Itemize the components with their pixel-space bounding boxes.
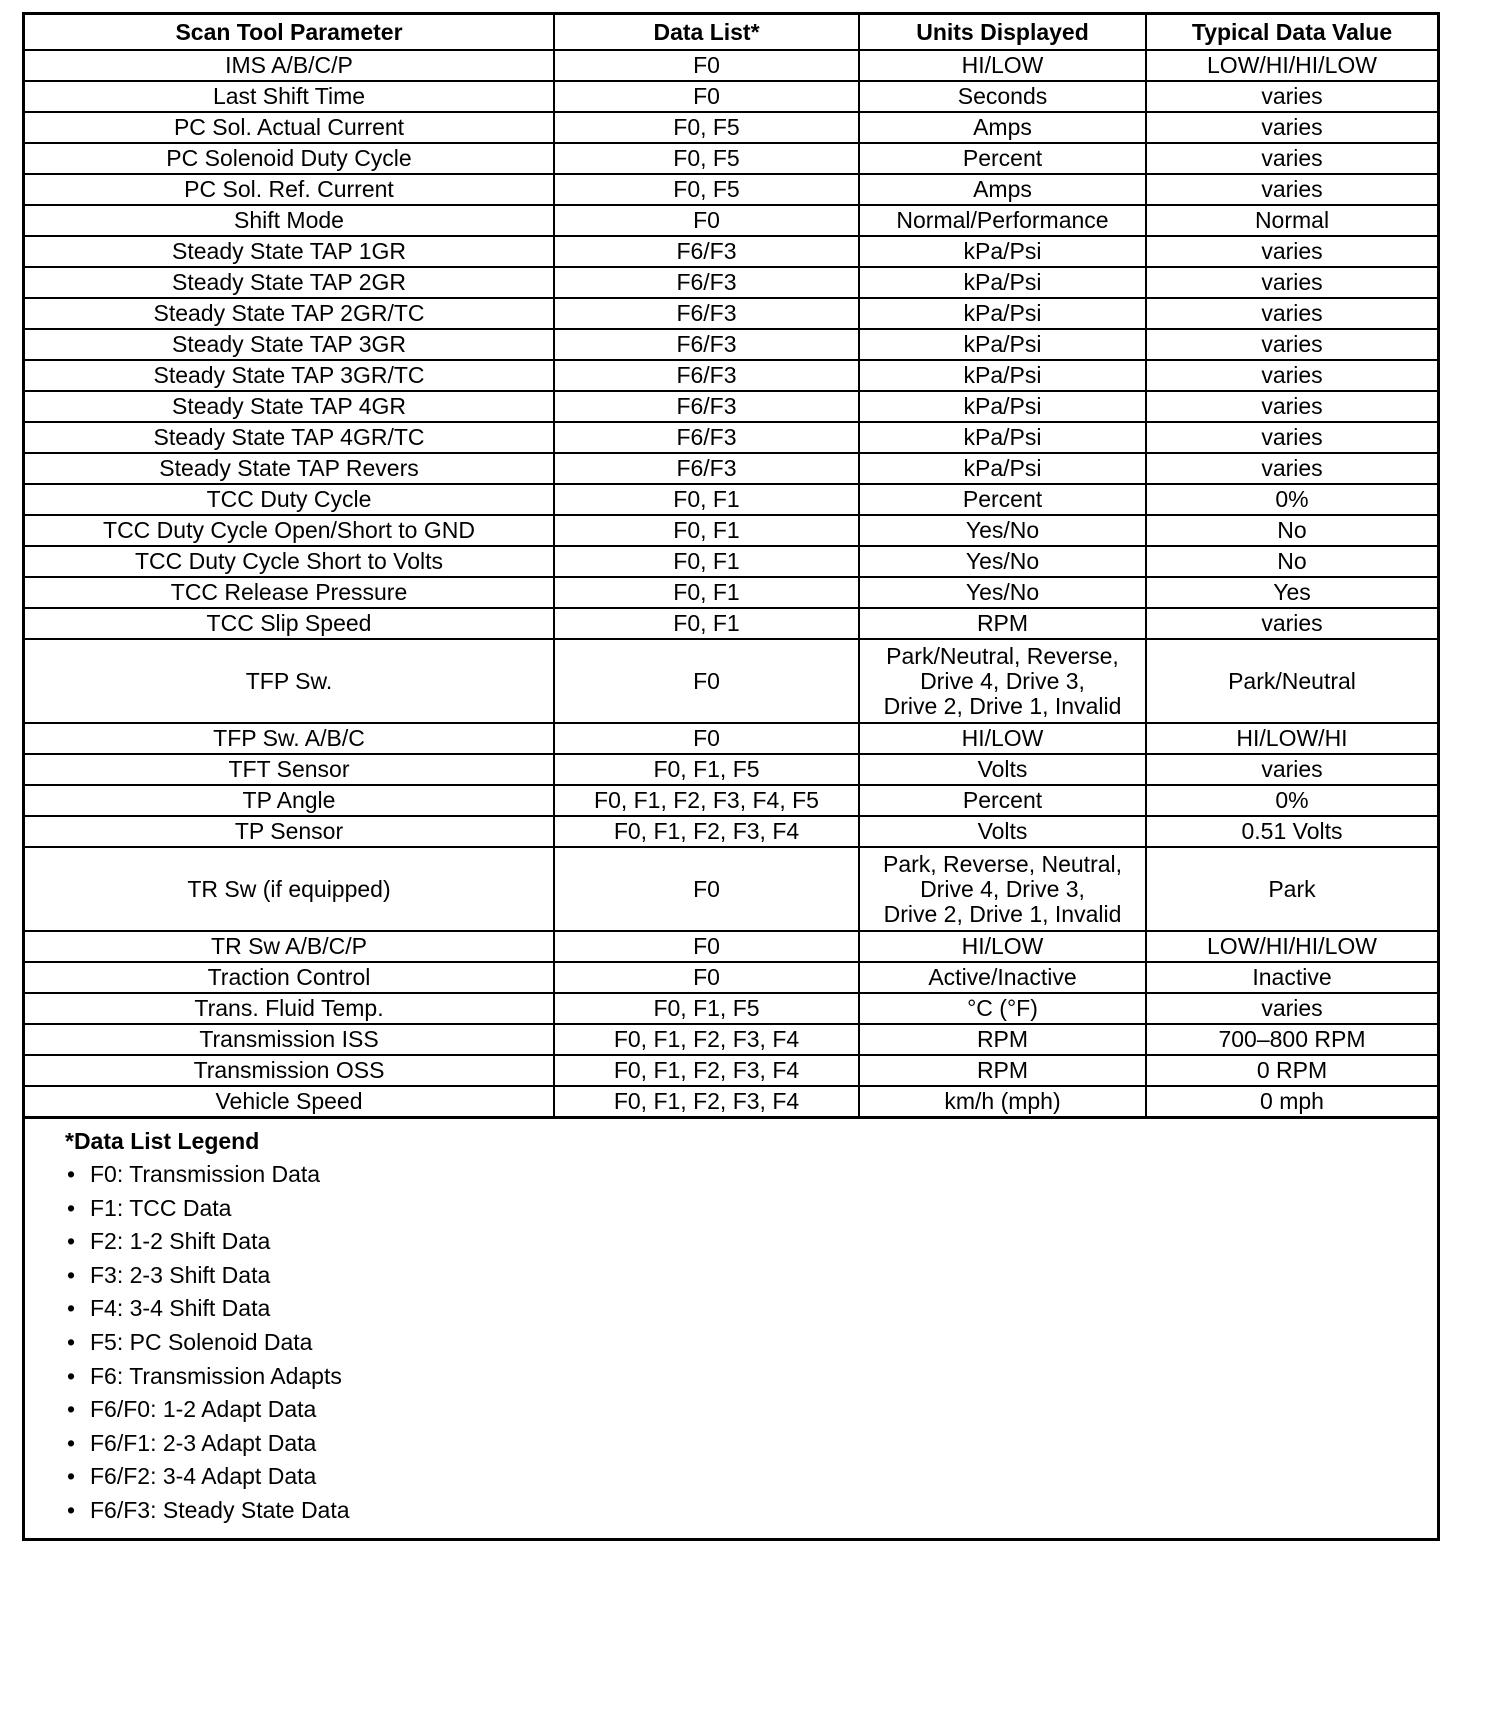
- cell-typical-value: Park/Neutral: [1146, 639, 1437, 723]
- cell-units: Park, Reverse, Neutral, Drive 4, Drive 3, Drive 2, Drive 1, Invalid: [859, 847, 1146, 931]
- cell-parameter: TFT Sensor: [25, 754, 554, 785]
- cell-units: kPa/Psi: [859, 360, 1146, 391]
- cell-typical-value: Yes: [1146, 577, 1437, 608]
- scan-tool-data-document: [22, 12, 1440, 1541]
- cell-data-list: F0, F1, F2, F3, F4: [554, 1024, 859, 1055]
- cell-parameter: PC Sol. Ref. Current: [25, 174, 554, 205]
- table-row: [25, 816, 1437, 847]
- header-units-displayed: Units Displayed: [859, 15, 1146, 50]
- cell-units: Seconds: [859, 81, 1146, 112]
- cell-data-list: F6/F3: [554, 329, 859, 360]
- cell-typical-value: LOW/HI/HI/LOW: [1146, 50, 1437, 81]
- table-row: [25, 639, 1437, 723]
- cell-parameter: Shift Mode: [25, 205, 554, 236]
- cell-units: HI/LOW: [859, 723, 1146, 754]
- cell-data-list: F0: [554, 723, 859, 754]
- legend-item: • F6/F3: Steady State Data: [65, 1494, 1437, 1528]
- table-row: [25, 484, 1437, 515]
- cell-typical-value: varies: [1146, 329, 1437, 360]
- cell-data-list: F0, F1, F2, F3, F4: [554, 1086, 859, 1117]
- cell-units: HI/LOW: [859, 50, 1146, 81]
- cell-typical-value: LOW/HI/HI/LOW: [1146, 931, 1437, 962]
- header-scan-tool-parameter: Scan Tool Parameter: [25, 15, 554, 50]
- cell-units: kPa/Psi: [859, 298, 1146, 329]
- cell-units: kPa/Psi: [859, 236, 1146, 267]
- cell-data-list: F6/F3: [554, 236, 859, 267]
- table-row: [25, 608, 1437, 639]
- cell-parameter: TR Sw A/B/C/P: [25, 931, 554, 962]
- cell-typical-value: varies: [1146, 81, 1437, 112]
- cell-typical-value: 700–800 RPM: [1146, 1024, 1437, 1055]
- header-data-list: Data List*: [554, 15, 859, 50]
- cell-units: km/h (mph): [859, 1086, 1146, 1117]
- table-row: [25, 847, 1437, 931]
- table-row: [25, 962, 1437, 993]
- table-row: [25, 1024, 1437, 1055]
- cell-data-list: F0, F1, F5: [554, 754, 859, 785]
- table-row: [25, 143, 1437, 174]
- cell-typical-value: varies: [1146, 267, 1437, 298]
- cell-typical-value: 0 mph: [1146, 1086, 1437, 1117]
- cell-typical-value: varies: [1146, 754, 1437, 785]
- table-row: [25, 391, 1437, 422]
- table-row: [25, 723, 1437, 754]
- cell-data-list: F0, F1, F5: [554, 993, 859, 1024]
- cell-typical-value: 0 RPM: [1146, 1055, 1437, 1086]
- cell-parameter: Steady State TAP 2GR: [25, 267, 554, 298]
- cell-parameter: Last Shift Time: [25, 81, 554, 112]
- legend-list: [65, 1158, 1437, 1528]
- cell-parameter: TCC Duty Cycle Open/Short to GND: [25, 515, 554, 546]
- table-header-row: [25, 15, 1437, 50]
- table-row: [25, 205, 1437, 236]
- table-row: [25, 515, 1437, 546]
- cell-units: Amps: [859, 112, 1146, 143]
- cell-data-list: F0, F5: [554, 112, 859, 143]
- header-typical-data-value: Typical Data Value: [1146, 15, 1437, 50]
- cell-parameter: TFP Sw.: [25, 639, 554, 723]
- cell-data-list: F6/F3: [554, 298, 859, 329]
- cell-parameter: TP Angle: [25, 785, 554, 816]
- cell-parameter: Steady State TAP 1GR: [25, 236, 554, 267]
- legend-item: • F5: PC Solenoid Data: [65, 1326, 1437, 1360]
- cell-parameter: Steady State TAP 2GR/TC: [25, 298, 554, 329]
- cell-units: kPa/Psi: [859, 453, 1146, 484]
- cell-units: RPM: [859, 1024, 1146, 1055]
- cell-units: Percent: [859, 484, 1146, 515]
- cell-typical-value: 0%: [1146, 484, 1437, 515]
- cell-parameter: Trans. Fluid Temp.: [25, 993, 554, 1024]
- cell-data-list: F0, F1: [554, 484, 859, 515]
- cell-data-list: F6/F3: [554, 453, 859, 484]
- legend-item: • F2: 1-2 Shift Data: [65, 1225, 1437, 1259]
- cell-typical-value: Normal: [1146, 205, 1437, 236]
- cell-units: °C (°F): [859, 993, 1146, 1024]
- table-row: [25, 329, 1437, 360]
- cell-units: RPM: [859, 1055, 1146, 1086]
- cell-typical-value: 0.51 Volts: [1146, 816, 1437, 847]
- cell-units: kPa/Psi: [859, 422, 1146, 453]
- cell-parameter: Steady State TAP 4GR: [25, 391, 554, 422]
- cell-data-list: F0: [554, 847, 859, 931]
- table-row: [25, 267, 1437, 298]
- cell-data-list: F0: [554, 81, 859, 112]
- legend-title: *Data List Legend: [65, 1128, 260, 1154]
- data-list-legend: [25, 1118, 1437, 1538]
- cell-units: RPM: [859, 608, 1146, 639]
- cell-typical-value: varies: [1146, 391, 1437, 422]
- table-row: [25, 1055, 1437, 1086]
- legend-item: • F6/F0: 1-2 Adapt Data: [65, 1393, 1437, 1427]
- cell-typical-value: varies: [1146, 360, 1437, 391]
- cell-data-list: F0: [554, 931, 859, 962]
- cell-units: Active/Inactive: [859, 962, 1146, 993]
- cell-typical-value: varies: [1146, 422, 1437, 453]
- cell-parameter: Steady State TAP 3GR/TC: [25, 360, 554, 391]
- cell-data-list: F0, F1: [554, 577, 859, 608]
- legend-item: • F3: 2-3 Shift Data: [65, 1259, 1437, 1293]
- cell-typical-value: Inactive: [1146, 962, 1437, 993]
- cell-parameter: TCC Release Pressure: [25, 577, 554, 608]
- legend-item: • F6/F2: 3-4 Adapt Data: [65, 1460, 1437, 1494]
- cell-parameter: IMS A/B/C/P: [25, 50, 554, 81]
- cell-typical-value: No: [1146, 546, 1437, 577]
- cell-parameter: Steady State TAP 4GR/TC: [25, 422, 554, 453]
- cell-typical-value: varies: [1146, 112, 1437, 143]
- cell-typical-value: varies: [1146, 298, 1437, 329]
- cell-typical-value: varies: [1146, 174, 1437, 205]
- cell-data-list: F0, F1: [554, 515, 859, 546]
- cell-typical-value: Park: [1146, 847, 1437, 931]
- cell-data-list: F0, F1, F2, F3, F4: [554, 1055, 859, 1086]
- cell-parameter: Transmission OSS: [25, 1055, 554, 1086]
- cell-units: Normal/Performance: [859, 205, 1146, 236]
- table-row: [25, 931, 1437, 962]
- scan-tool-data-table: [25, 15, 1437, 1118]
- cell-units: HI/LOW: [859, 931, 1146, 962]
- cell-data-list: F0, F5: [554, 174, 859, 205]
- cell-data-list: F0, F1, F2, F3, F4: [554, 816, 859, 847]
- cell-parameter: Steady State TAP Revers: [25, 453, 554, 484]
- table-row: [25, 785, 1437, 816]
- table-body: [25, 50, 1437, 1117]
- cell-units: kPa/Psi: [859, 391, 1146, 422]
- cell-data-list: F6/F3: [554, 267, 859, 298]
- cell-typical-value: varies: [1146, 608, 1437, 639]
- cell-units: Volts: [859, 754, 1146, 785]
- cell-parameter: TCC Duty Cycle: [25, 484, 554, 515]
- cell-data-list: F0, F5: [554, 143, 859, 174]
- legend-item: • F6: Transmission Adapts: [65, 1360, 1437, 1394]
- table-row: [25, 422, 1437, 453]
- cell-typical-value: varies: [1146, 453, 1437, 484]
- cell-units: Amps: [859, 174, 1146, 205]
- cell-parameter: Steady State TAP 3GR: [25, 329, 554, 360]
- cell-parameter: TCC Duty Cycle Short to Volts: [25, 546, 554, 577]
- cell-parameter: TP Sensor: [25, 816, 554, 847]
- cell-data-list: F0, F1: [554, 546, 859, 577]
- table-row: [25, 1086, 1437, 1117]
- cell-units: Park/Neutral, Reverse, Drive 4, Drive 3, Drive 2, Drive 1, Invalid: [859, 639, 1146, 723]
- table-row: [25, 453, 1437, 484]
- legend-item: • F4: 3-4 Shift Data: [65, 1292, 1437, 1326]
- cell-units: Yes/No: [859, 515, 1146, 546]
- cell-typical-value: 0%: [1146, 785, 1437, 816]
- cell-units: Percent: [859, 143, 1146, 174]
- cell-data-list: F0: [554, 205, 859, 236]
- table-row: [25, 993, 1437, 1024]
- table-row: [25, 298, 1437, 329]
- cell-data-list: F0, F1: [554, 608, 859, 639]
- table-row: [25, 236, 1437, 267]
- cell-data-list: F0: [554, 50, 859, 81]
- table-row: [25, 50, 1437, 81]
- cell-typical-value: varies: [1146, 143, 1437, 174]
- cell-data-list: F0: [554, 639, 859, 723]
- cell-parameter: TFP Sw. A/B/C: [25, 723, 554, 754]
- table-row: [25, 81, 1437, 112]
- cell-units: Percent: [859, 785, 1146, 816]
- cell-units: kPa/Psi: [859, 267, 1146, 298]
- cell-units: Yes/No: [859, 577, 1146, 608]
- legend-item: • F0: Transmission Data: [65, 1158, 1437, 1192]
- cell-data-list: F6/F3: [554, 422, 859, 453]
- cell-units: kPa/Psi: [859, 329, 1146, 360]
- table-row: [25, 754, 1437, 785]
- cell-parameter: Transmission ISS: [25, 1024, 554, 1055]
- cell-typical-value: varies: [1146, 236, 1437, 267]
- table-row: [25, 174, 1437, 205]
- cell-typical-value: No: [1146, 515, 1437, 546]
- cell-parameter: PC Solenoid Duty Cycle: [25, 143, 554, 174]
- legend-item: • F6/F1: 2-3 Adapt Data: [65, 1427, 1437, 1461]
- cell-parameter: PC Sol. Actual Current: [25, 112, 554, 143]
- cell-typical-value: varies: [1146, 993, 1437, 1024]
- legend-item: • F1: TCC Data: [65, 1192, 1437, 1226]
- cell-data-list: F0, F1, F2, F3, F4, F5: [554, 785, 859, 816]
- table-row: [25, 112, 1437, 143]
- table-row: [25, 577, 1437, 608]
- cell-parameter: Traction Control: [25, 962, 554, 993]
- cell-data-list: F6/F3: [554, 360, 859, 391]
- cell-data-list: F6/F3: [554, 391, 859, 422]
- cell-data-list: F0: [554, 962, 859, 993]
- cell-parameter: TR Sw (if equipped): [25, 847, 554, 931]
- cell-typical-value: HI/LOW/HI: [1146, 723, 1437, 754]
- table-row: [25, 360, 1437, 391]
- cell-parameter: Vehicle Speed: [25, 1086, 554, 1117]
- cell-units: Yes/No: [859, 546, 1146, 577]
- table-row: [25, 546, 1437, 577]
- cell-parameter: TCC Slip Speed: [25, 608, 554, 639]
- cell-units: Volts: [859, 816, 1146, 847]
